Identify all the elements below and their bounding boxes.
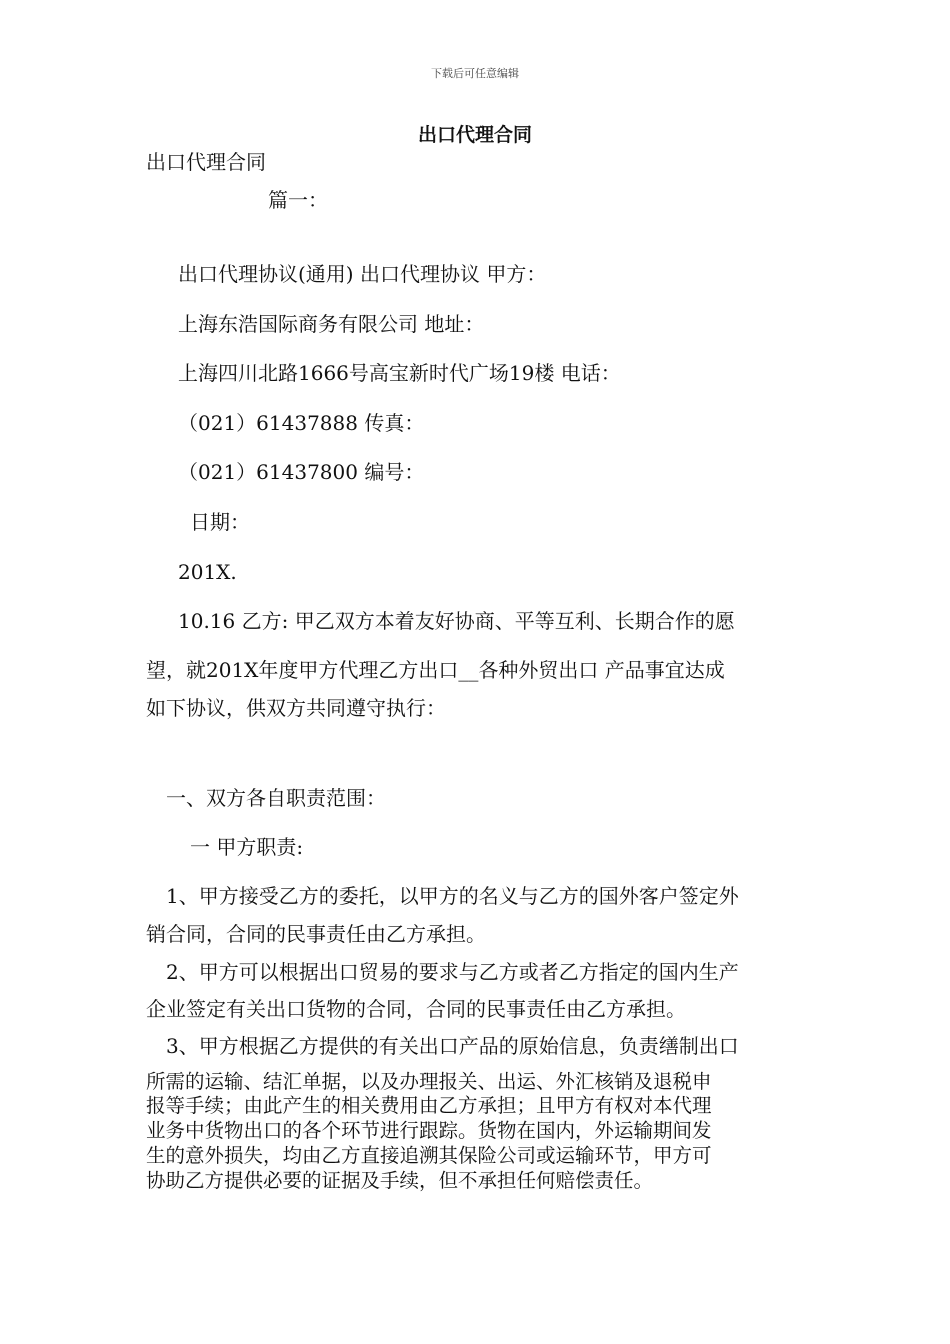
body-line: 协助乙方提供必要的证据及手续，但不承担任何赔偿责任。 [146,1169,654,1192]
body-line: 1、甲方接受乙方的委托，以甲方的名义与乙方的国外客户签定外 [166,884,739,908]
body-line: 望，就201X年度甲方代理乙方出口__各种外贸出口 产品事宜达成 [146,658,725,682]
body-line: 201X. [178,560,237,584]
body-line: 上海四川北路1666号高宝新时代广场19楼 电话： [178,361,621,385]
document-title: 出口代理合同 [417,124,532,146]
page-header: 下载后可任意编辑 [431,67,519,80]
body-line: 所需的运输、结汇单据，以及办理报关、出运、外汇核销及退税申 [146,1070,712,1093]
section-label: 篇一： [268,188,328,212]
subtitle-line: 出口代理合同 [146,150,266,174]
body-line: 日期： [190,510,250,534]
body-line: 销合同，合同的民事责任由乙方承担。 [146,922,486,946]
body-line: （021）61437800 编号： [178,460,425,484]
body-line: 2、甲方可以根据出口贸易的要求与乙方或者乙方指定的国内生产 [166,960,739,984]
body-line: 3、甲方根据乙方提供的有关出口产品的原始信息，负责缮制出口 [166,1034,739,1058]
subsection-heading: 一 甲方职责: [190,835,304,859]
body-line: 如下协议，供双方共同遵守执行： [146,696,446,720]
body-line: 报等手续；由此产生的相关费用由乙方承担；且甲方有权对本代理 [146,1094,712,1117]
body-line: 出口代理协议(通用) 出口代理协议 甲方： [178,262,547,286]
body-line: （021）61437888 传真： [178,411,425,435]
section-heading: 一、双方各自职责范围： [166,786,386,810]
body-line: 上海东浩国际商务有限公司 地址： [178,312,485,336]
body-line: 生的意外损失，均由乙方直接追溯其保险公司或运输环节，甲方可 [146,1144,712,1167]
body-line: 业务中货物出口的各个环节进行跟踪。货物在国内，外运输期间发 [146,1119,712,1142]
body-line: 10.16 乙方: 甲乙双方本着友好协商、平等互利、长期合作的愿 [178,609,735,633]
body-line: 企业签定有关出口货物的合同，合同的民事责任由乙方承担。 [146,997,686,1021]
